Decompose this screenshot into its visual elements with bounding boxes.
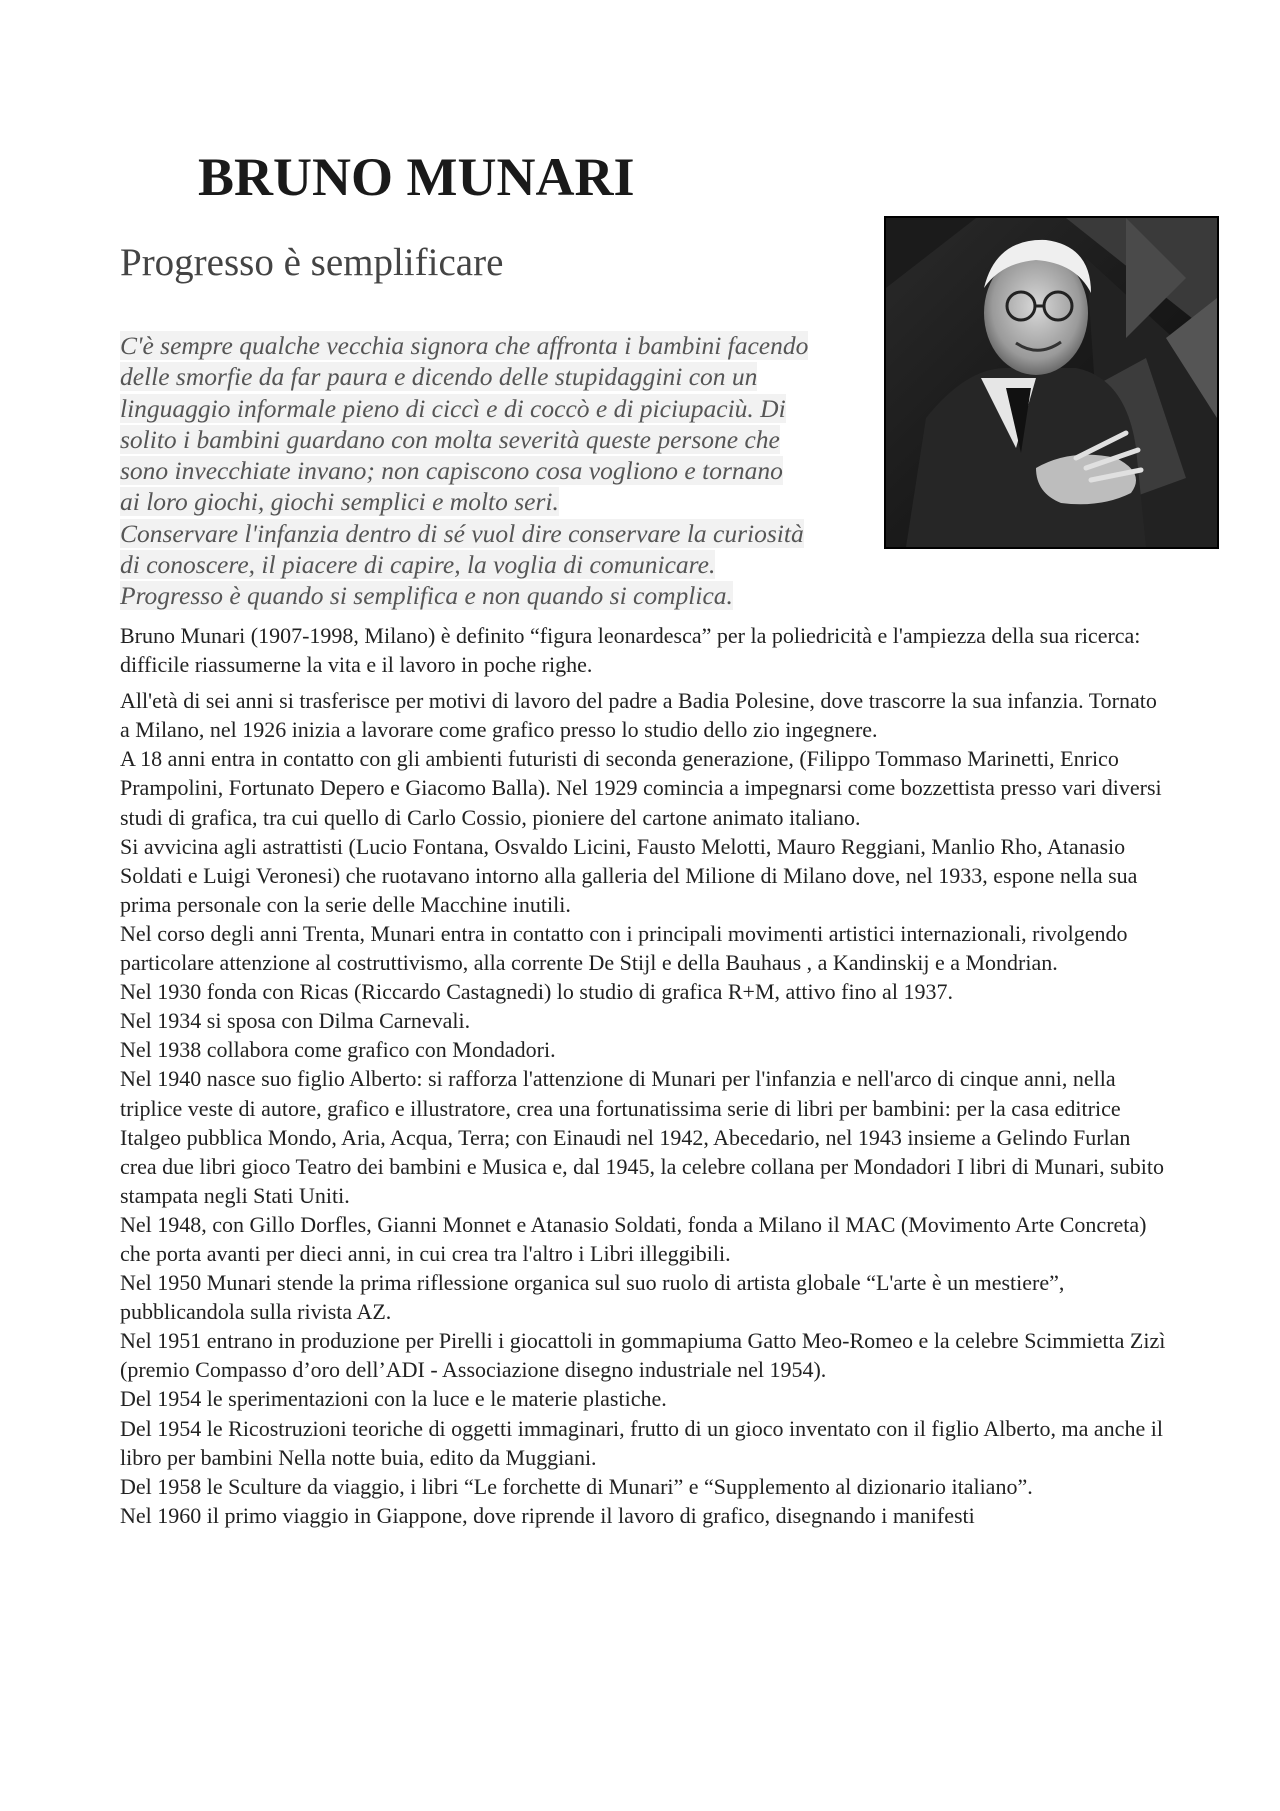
paragraph: Nel 1951 entrano in produzione per Pirelli i giocattoli in gommapiuma Gatto Meo-Romeo e la celebre Scimmietta Zizì (premio Compasso d’oro dell’ADI - Associazione disegno industriale nel 1954). [120, 1328, 1166, 1383]
paragraph: A 18 anni entra in contatto con gli ambienti futuristi di seconda generazione, (Filippo Tommaso Marinetti, Enrico Prampolini, Fortunato Depero e Giacomo Balla). Nel 1929 comincia a impegnarsi come bozzettista presso vari diversi studi di grafica, tra cui quello di Carlo Cossio, pioniere del cartone animato italiano. [120, 746, 1162, 830]
paragraph: Bruno Munari (1907-1998, Milano) è definito “figura leonardesca” per la poliedricità e l'ampiezza della sua ricerca: difficile riassumerne la vita e il lavoro in poche righe. [120, 623, 1141, 678]
paragraph: All'età di sei anni si trasferisce per motivi di lavoro del padre a Badia Polesine, dove trascorre la sua infanzia. Tornato a Milano, nel 1926 inizia a lavorare come grafico presso lo studio dello zio ingegnere. [120, 688, 1157, 743]
paragraph: Del 1954 le Ricostruzioni teoriche di oggetti immaginari, frutto di un gioco inventato con il figlio Alberto, ma anche il libro per bambini Nella notte buia, edito da Muggiani. [120, 1415, 1163, 1470]
quote-line: linguaggio informale pieno di ciccì e di coccò e di piciupaciù. Di [120, 393, 786, 423]
paragraph: Del 1958 le Sculture da viaggio, i libri “Le forchette di Munari” e “Supplemento al dizionario italiano”. [120, 1473, 1033, 1499]
quote-block [120, 330, 880, 612]
quote-line: sono invecchiate invano; non capiscono cosa vogliono e tornano [120, 456, 783, 486]
quote-line: Conservare l'infanzia dentro di sé vuol dire conservare la curiosità [120, 518, 804, 548]
paragraph: Si avvicina agli astrattisti (Lucio Fontana, Osvaldo Licini, Fausto Melotti, Mauro Reggiani, Manlio Rho, Atanasio Soldati e Luigi Veronesi) che ruotavano intorno alla galleria del Milione di Milano dove, nel 1933, espone nella sua prima personale con la serie delle Macchine inutili. [120, 833, 1138, 917]
page-title: BRUNO MUNARI [198, 147, 635, 207]
page-subtitle: Progresso è semplificare [120, 241, 504, 284]
paragraph: Nel 1950 Munari stende la prima riflessione organica sul suo ruolo di artista globale “L'arte è un mestiere”, pubblicandola sulla rivista AZ. [120, 1270, 1065, 1325]
paragraph: Nel 1930 fonda con Ricas (Riccardo Castagnedi) lo studio di grafica R+M, attivo fino al 1937. [120, 979, 953, 1005]
paragraph: Nel 1960 il primo viaggio in Giappone, dove riprende il lavoro di grafico, disegnando i manifesti [120, 1502, 975, 1528]
paragraph: Nel 1948, con Gillo Dorfles, Gianni Monnet e Atanasio Soldati, fonda a Milano il MAC (Movimento Arte Concreta) che porta avanti per dieci anni, in cui crea tra l'altro i Libri illeggibili. [120, 1211, 1147, 1266]
quote-line: solito i bambini guardano con molta severità queste persone che [120, 424, 780, 454]
paragraph: Del 1954 le sperimentazioni con la luce e le materie plastiche. [120, 1386, 667, 1412]
biography-text [120, 621, 1170, 1530]
portrait-image [886, 218, 1217, 547]
paragraph: Nel corso degli anni Trenta, Munari entra in contatto con i principali movimenti artistici internazionali, rivolgendo particolare attenzione al costruttivismo, alla corrente De Stijl e della Bauhaus , a Kandinskij e a Mondrian. [120, 920, 1128, 976]
quote-line: Progresso è quando si semplifica e non quando si complica. [120, 581, 733, 611]
paragraph: Nel 1938 collabora come grafico con Mondadori. [120, 1037, 556, 1063]
paragraph: Nel 1934 si sposa con Dilma Carnevali. [120, 1008, 471, 1034]
quote-line: ai loro giochi, giochi semplici e molto seri. [120, 487, 559, 517]
paragraph: Nel 1940 nasce suo figlio Alberto: si rafforza l'attenzione di Munari per l'infanzia e nell'arco di cinque anni, nella triplice veste di autore, grafico e illustratore, crea una fortunatissima serie di libri per bambini: per la casa editrice Italgeo pubblica Mondo, Aria, Acqua, Terra; con Einaudi nel 1942, Abecedario, nel 1943 insieme a Gelindo Furlan crea due libri gioco Teatro dei bambini e Musica e, dal 1945, la celebre collana per Mondadori I libri di Munari, subito stampata negli Stati Uniti. [120, 1066, 1164, 1208]
quote-line: delle smorfie da far paura e dicendo delle stupidaggini con un [120, 362, 758, 392]
quote-line: C'è sempre qualche vecchia signora che affronta i bambini facendo [120, 331, 809, 360]
quote-line: di conoscere, il piacere di capire, la voglia di comunicare. [120, 550, 716, 580]
portrait-photo [884, 216, 1219, 549]
